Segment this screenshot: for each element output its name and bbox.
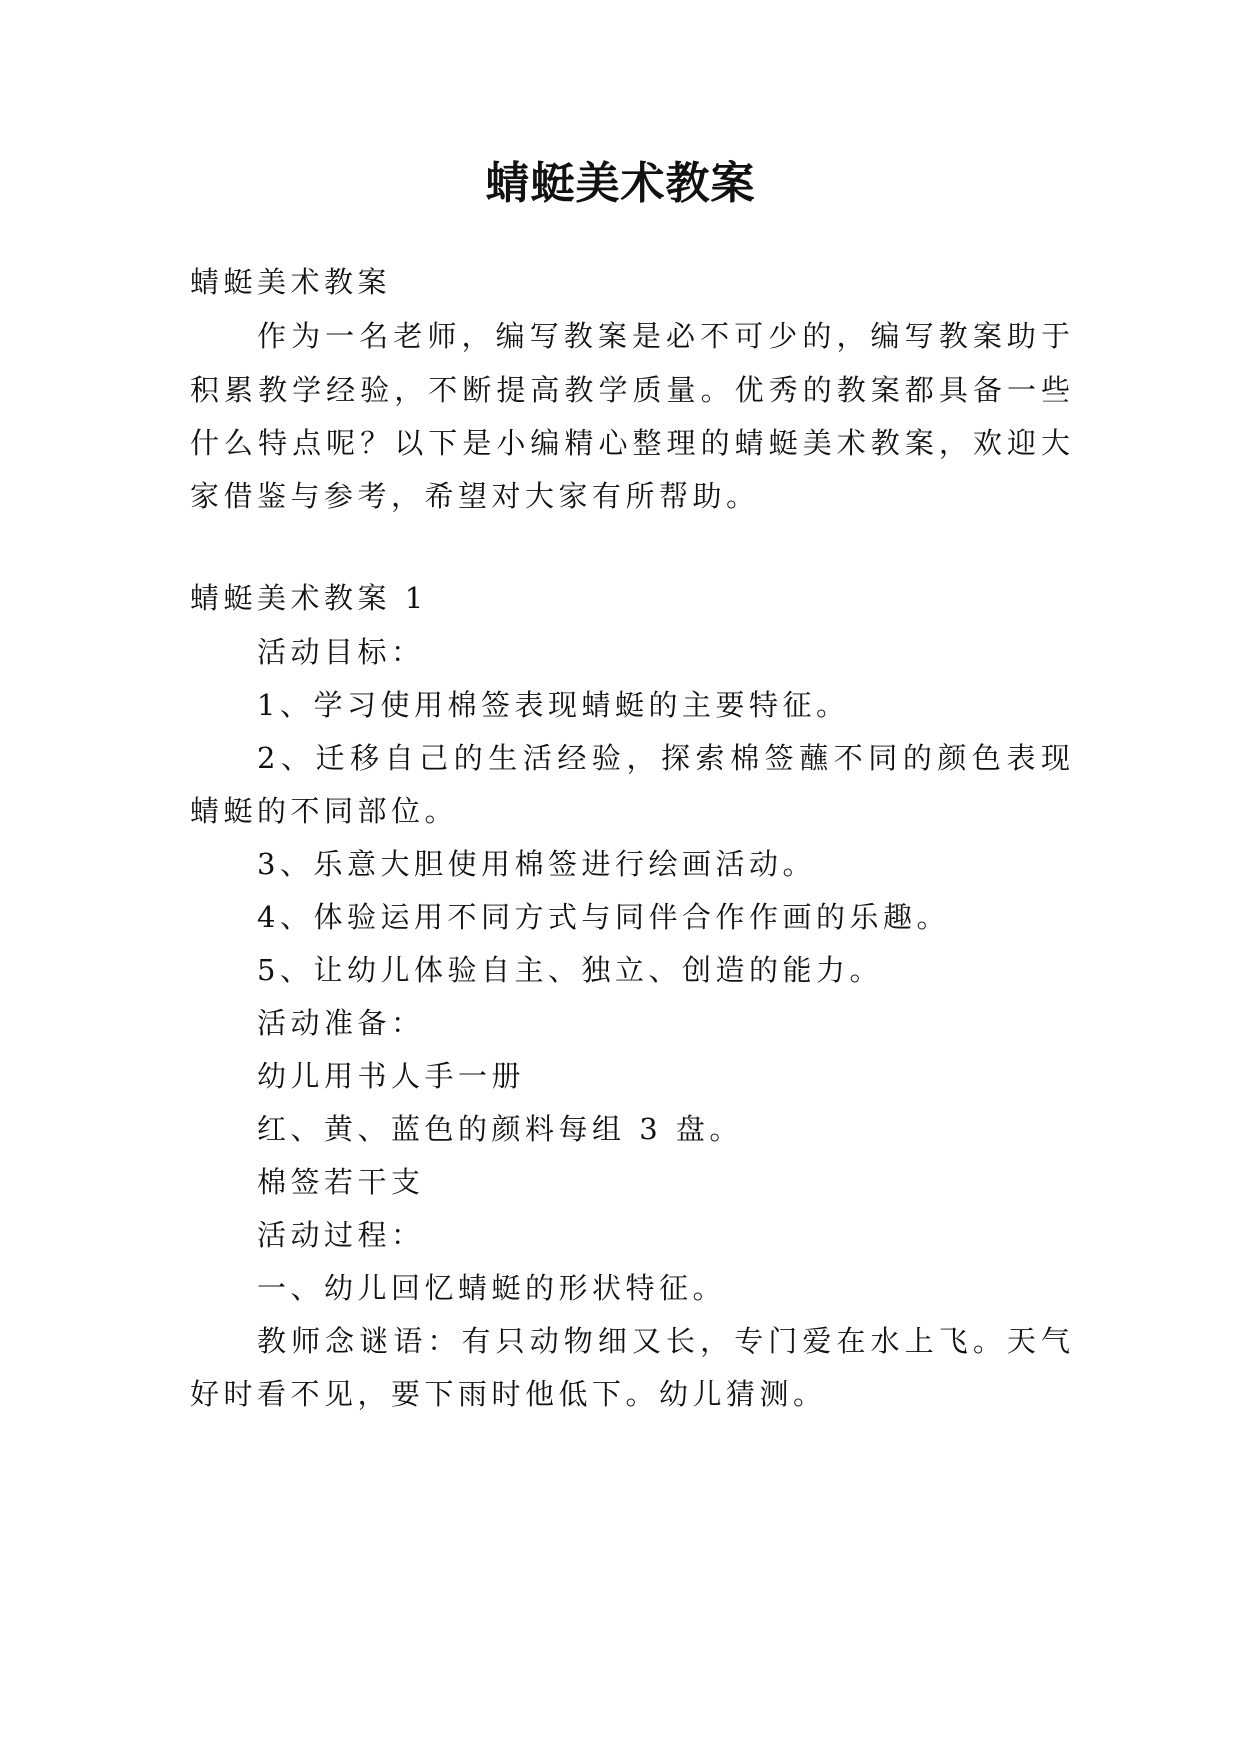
- goal-item: 1、学习使用棉签表现蜻蜓的主要特征。: [257, 688, 850, 722]
- preparation-item: 棉签若干支: [257, 1165, 425, 1199]
- intro-paragraph-line: 积累教学经验，不断提高教学质量。优秀的教案都具备一些: [190, 373, 1070, 407]
- goal-item: 2、迁移自己的生活经验，探索棉签蘸不同的颜色表现: [257, 741, 1070, 775]
- goal-item: 5、让幼儿体验自主、独立、创造的能力。: [257, 953, 883, 987]
- section-heading: 蜻蜓美术教案 1: [190, 581, 428, 615]
- process-step: 一、幼儿回忆蜻蜓的形状特征。: [257, 1271, 727, 1305]
- process-heading: 活动过程：: [257, 1218, 425, 1252]
- riddle-paragraph-line: 教师念谜语：有只动物细又长，专门爱在水上飞。天气: [257, 1324, 1070, 1358]
- intro-paragraph-line: 作为一名老师，编写教案是必不可少的，编写教案助于: [257, 319, 1070, 353]
- document-subtitle: 蜻蜓美术教案: [190, 265, 392, 299]
- intro-paragraph-line: 什么特点呢？以下是小编精心整理的蜻蜓美术教案，欢迎大: [190, 426, 1070, 460]
- goal-item: 4、体验运用不同方式与同伴合作作画的乐趣。: [257, 900, 950, 934]
- preparation-item: 幼儿用书人手一册: [257, 1059, 526, 1093]
- intro-paragraph-line: 家借鉴与参考，希望对大家有所帮助。: [190, 479, 760, 513]
- preparation-item: 红、黄、蓝色的颜料每组 3 盘。: [257, 1112, 743, 1146]
- document-title: 蜻蜓美术教案: [485, 158, 756, 209]
- goal-item: 3、乐意大胆使用棉签进行绘画活动。: [257, 847, 816, 881]
- preparation-heading: 活动准备：: [257, 1006, 425, 1040]
- goals-heading: 活动目标：: [257, 635, 425, 669]
- goal-item-continuation: 蜻蜓的不同部位。: [190, 794, 459, 828]
- riddle-paragraph-line: 好时看不见，要下雨时他低下。幼儿猜测。: [190, 1377, 827, 1411]
